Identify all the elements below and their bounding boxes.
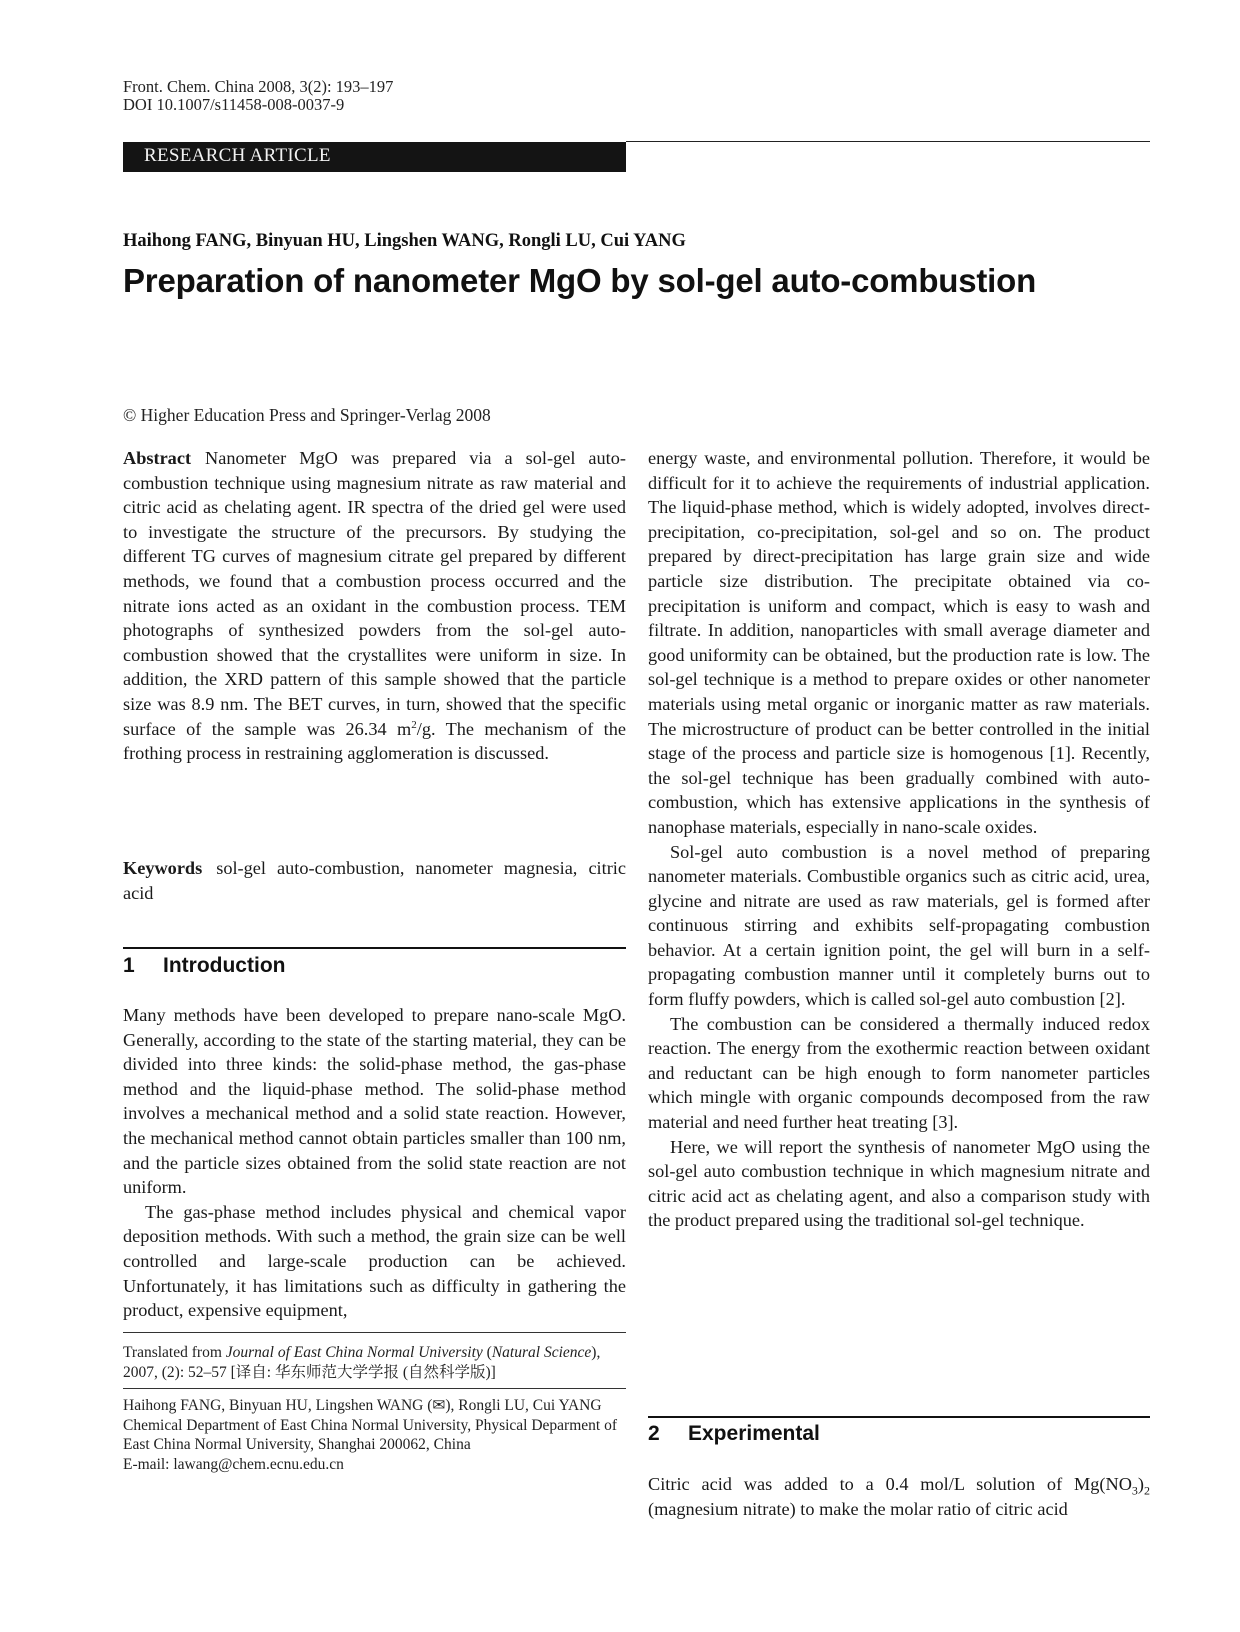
intro-paragraph-4: Sol-gel auto combustion is a novel method of preparing nanometer materials. Combustible organics such as citric acid, urea, glycine and nitrate are used as raw materials, gel is formed after continuous stirring and exhibits self-propagating combustion behavior. At a certain ignition point, the gel will burn in a self-propagating combustion manner until it completely burns out to form fluffy powders, which is called sol-gel auto combustion [2]. [648,841,1150,1010]
intro-paragraph-2: The gas-phase method includes physical and chemical vapor deposition methods. With such a method, the grain size can be well controlled and large-scale production can be achieved. Unfortunately, it has limitations such as difficulty in gathering the product, expensive equipment, [123,1201,626,1321]
intro-paragraph-1: Many methods have been developed to prepare nano-scale MgO. Generally, according to the state of the starting material, they can be divided into three kinds: the solid-phase method, the gas-phase method and the liquid-phase method. The solid-phase method involves a mechanical method and a solid state reaction. However, the mechanical method cannot obtain particles smaller than 100 nm, and the particle sizes obtained from the solid state reaction are not uniform. [123,1005,626,1198]
paper-title: Preparation of nanometer MgO by sol-gel auto-combustion [123,262,1037,299]
footnote-affiliation: Chemical Department of East China Normal University, Physical Deparment of East China Normal University, Shanghai 200062, China [123,1416,618,1453]
section1-number: 1 [123,954,135,977]
header-rule [626,141,1150,142]
journal-line: Front. Chem. China 2008, 3(2): 193–197 [123,77,394,96]
abstract-text-a: Nanometer MgO was prepared via a sol-gel auto-combustion technique using magnesium nitrate as raw material and citric acid as chelating agent. IR spectra of the dried gel were used to investigate the structure of the precursors. By studying the different TG curves of magnesium citrate gel prepared by different methods, we found that a combustion process occurred and the nitrate ions acted as an oxidant in the combustion process. TEM photographs of synthesized powders from the sol-gel auto-combustion showed that the crystallites were uniform in size. In addition, the XRD pattern of this sample showed that the particle size was 8.9 nm. The BET curves, in turn, showed that the specific surface of the sample was 26.34 m [123,448,626,739]
section2-title: Experimental [688,1422,820,1445]
section1-rule [123,947,626,949]
translation-note [123,1343,626,1382]
doi-line: DOI 10.1007/s11458-008-0037-9 [123,95,345,114]
section2-heading [648,1422,820,1446]
footnote-rule-1 [123,1332,626,1333]
intro-paragraph-6: Here, we will report the synthesis of nanometer MgO using the sol-gel auto combustion technique in which magnesium nitrate and citric acid act as chelating agent, and also a comparison study with the product prepared using the traditional sol-gel technique. [648,1136,1150,1231]
abstract [123,446,626,766]
journal-citation [123,78,393,114]
abstract-text-b: /g. The mechanism of the frothing process in restraining agglomeration is discussed. [123,718,627,764]
section2-number: 2 [648,1422,660,1445]
section1-title: Introduction [163,954,286,977]
author-list: Haihong FANG, Binyuan HU, Lingshen WANG, Rongli LU, Cui YANG [123,231,686,251]
abstract-label: Abstract [123,448,192,468]
article-type-label: RESEARCH ARTICLE [144,145,331,166]
footnote-authors: Haihong FANG, Binyuan HU, Lingshen WANG (✉), Rongli LU, Cui YANG [123,1397,602,1414]
keywords [123,856,626,905]
translated-natural: Natural Science [491,1344,592,1361]
experimental-text-a: Citric acid was added to a 0.4 mol/L solution of Mg(NO [648,1474,1132,1494]
section2-rule [648,1416,1150,1418]
translated-journal: Journal of East China Normal University [225,1344,483,1361]
experimental-text-b: ) [1137,1474,1144,1494]
keywords-label: Keywords [123,858,203,878]
intro-paragraph-5: The combustion can be considered a thermally induced redox reaction. The energy from the exothermic reaction between oxidant and reductant can be high enough to form nanometer particles which mingle with organic compounds decomposed from the raw material and need further heat treating [3]. [648,1013,1150,1133]
right-column-body [648,446,1150,1233]
introduction-body [123,1003,626,1323]
keywords-text: sol-gel auto-combustion, nanometer magnesia, citric acid [123,858,626,903]
experimental-sub-2: 2 [1144,1483,1150,1498]
experimental-sub-1: 3 [1131,1483,1138,1498]
footnote-email: E-mail: lawang@chem.ecnu.edu.cn [123,1455,344,1473]
translated-suffix: ), 2007, (2): 52–57 [译自: 华东师范大学学报 (自然科学版)] [123,1344,601,1381]
intro-paragraph-3: energy waste, and environmental pollution. Therefore, it would be difficult for it to achieve the requirements of industrial application. The liquid-phase method, which is widely adopted, involves direct-precipitation, co-precipitation, sol-gel and so on. The product prepared by direct-precipitation has large grain size and wide particle size distribution. The precipitate obtained via co-precipitation is uniform and compact, which is easy to wash and filtrate. In addition, nanoparticles with small average diameter and good uniformity can be obtained, but the production rate is low. The sol-gel technique is a method to prepare oxides or other nanometer materials using metal organic or inorganic matter as raw materials. The microstructure of product can be better controlled in the initial stage of the process and particle size is homogenous [1]. Recently, the sol-gel technique has been gradually combined with auto-combustion, which has extensive applications in the synthesis of nanophase materials, especially in nano-scale oxides. [648,448,1150,837]
translated-prefix: Translated from [123,1344,226,1361]
copyright-notice: © Higher Education Press and Springer-Verlag 2008 [123,405,491,425]
author-affiliation [123,1396,626,1474]
footnote-rule-2 [123,1388,626,1389]
experimental-body [648,1472,1150,1521]
experimental-text-c: (magnesium nitrate) to make the molar ratio of citric acid [648,1498,1068,1519]
translated-open: ( [482,1344,492,1361]
abstract-superscript: 2 [411,718,417,731]
section1-heading [123,954,285,978]
